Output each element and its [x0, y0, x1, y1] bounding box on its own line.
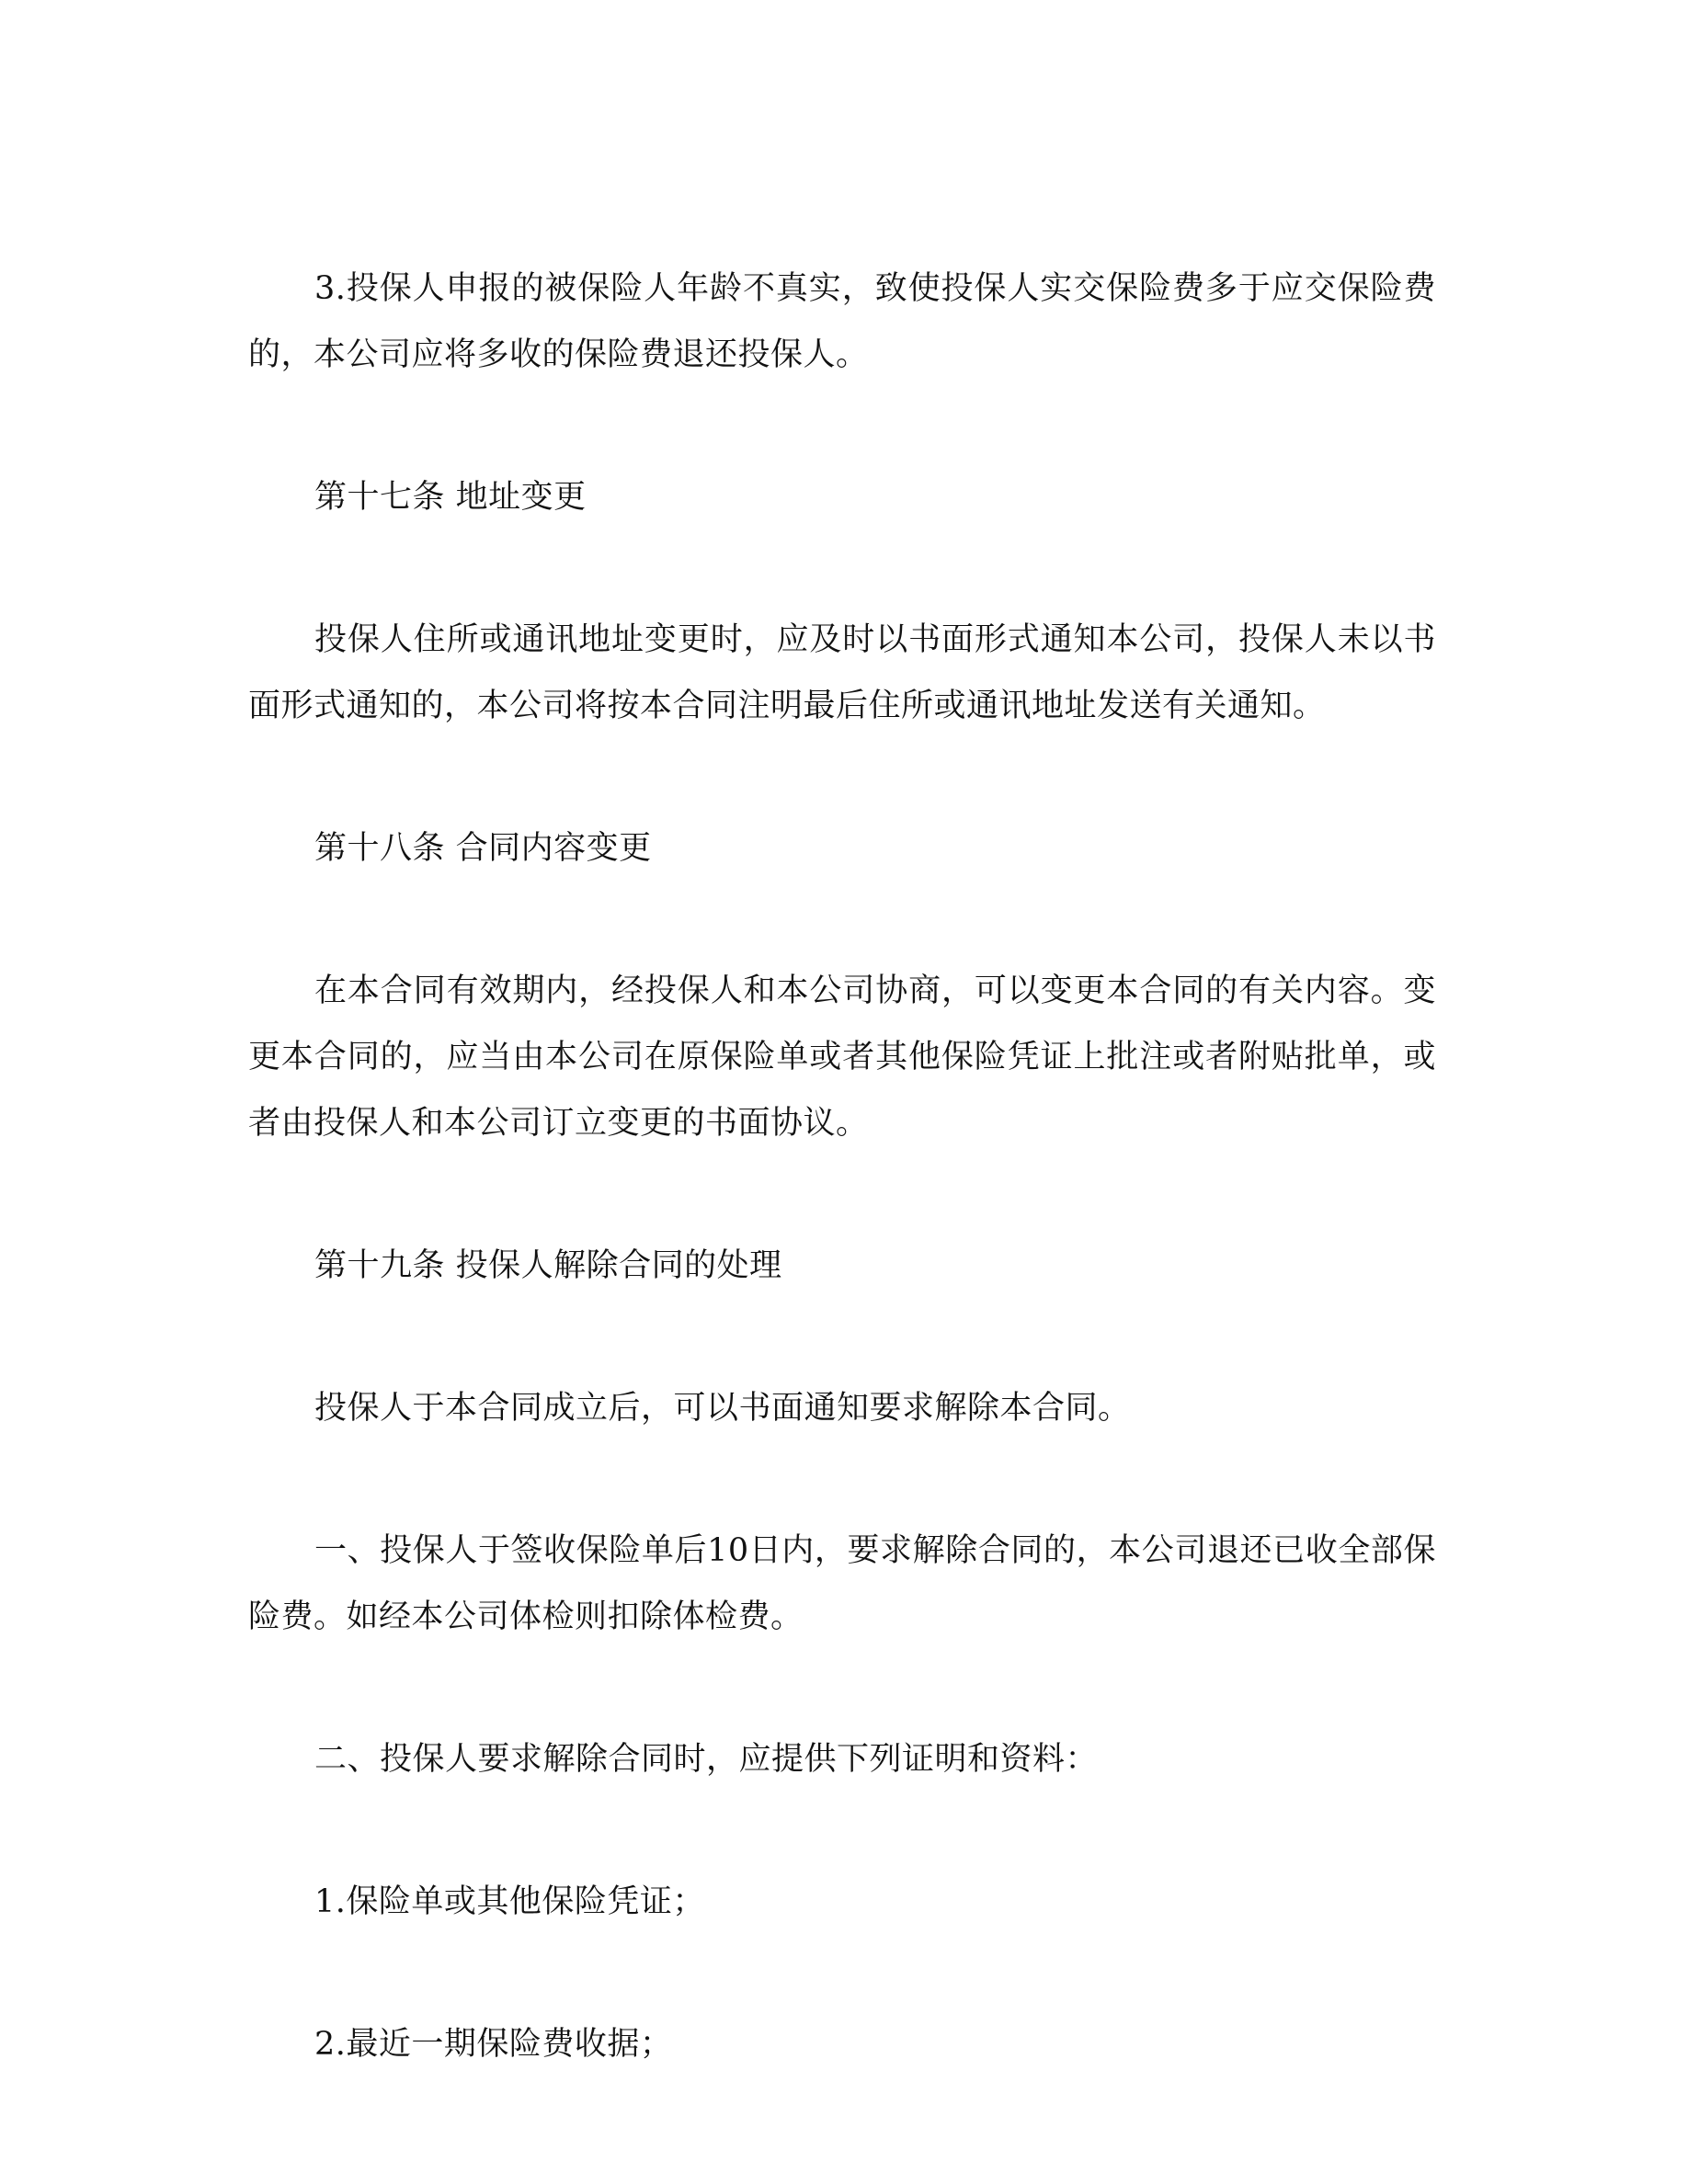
paragraph-age-misstatement-refund: 3.投保人申报的被保险人年龄不真实，致使投保人实交保险费多于应交保险费的，本公司应将多收的保险费退还投保人。: [248, 270, 1436, 373]
document-body: [248, 256, 1436, 2154]
paragraph-item-one-refund: 一、投保人于签收保险单后10日内，要求解除合同的，本公司退还已收全部保险费。如经本公司体检则扣除体检费。: [248, 1532, 1436, 1635]
list-item-policy-document: 1.保险单或其他保险凭证；: [314, 1883, 705, 1920]
paragraph-item-two-documents: 二、投保人要求解除合同时，应提供下列证明和资料：: [314, 1741, 1099, 1778]
paragraph-termination-notice: 投保人于本合同成立后，可以书面通知要求解除本合同。: [314, 1390, 1131, 1427]
article-19-heading: 第十九条 投保人解除合同的处理: [314, 1247, 782, 1284]
article-18-heading: 第十八条 合同内容变更: [314, 830, 652, 867]
list-item-premium-receipt: 2.最近一期保险费收据；: [314, 2026, 673, 2063]
paragraph-address-change: 投保人住所或通讯地址变更时，应及时以书面形式通知本公司，投保人未以书面形式通知的，本公司将按本合同注明最后住所或通讯地址发送有关通知。: [248, 621, 1436, 724]
paragraph-contract-change: 在本合同有效期内，经投保人和本公司协商，可以变更本合同的有关内容。变更本合同的，应当由本公司在原保险单或者其他保险凭证上批注或者附贴批单，或者由投保人和本公司订立变更的书面协议。: [248, 973, 1436, 1142]
article-17-heading: 第十七条 地址变更: [314, 479, 587, 516]
